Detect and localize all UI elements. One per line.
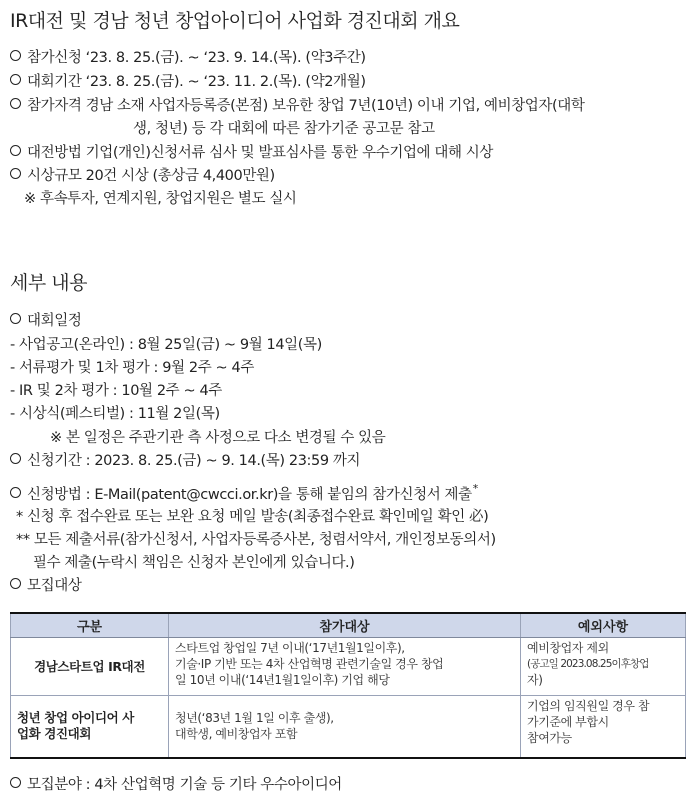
circle-bullet-icon bbox=[10, 98, 21, 109]
schedule-item: - 서류평가 및 1차 평가 : 9월 2주 ~ 4주 bbox=[10, 360, 254, 376]
row-exception: 예비창업자 제외 (공고일 2023.08.25이후창업 자) bbox=[521, 638, 686, 696]
row-category: 청년 창업 아이디어 사 업화 경진대회 bbox=[11, 696, 169, 758]
method-note-2-continuation: 필수 제출(누락시 책임은 신청자 본인에게 있습니다.) bbox=[33, 555, 355, 571]
application-period: 신청기간 : 2023. 8. 25.(금) ~ 9. 14.(목) 23:59 까지 bbox=[10, 449, 360, 470]
overview-item-period: 대회기간 ‘23. 8. 25.(금). ~ ‘23. 11. 2.(목). (약2개월) bbox=[10, 70, 366, 91]
schedule-item: - IR 및 2차 평가 : 10월 2주 ~ 4주 bbox=[10, 383, 222, 399]
overview-note: ※ 후속투자, 연계지원, 창업지원은 별도 실시 bbox=[24, 191, 297, 207]
row-target: 청년(‘83년 1월 1일 이후 출생), 대학생, 예비창업자 포함 bbox=[169, 696, 521, 758]
table-header-row bbox=[11, 613, 686, 638]
overview-item-eligibility: 참가자격 경남 소재 사업자등록증(본점) 보유한 창업 7년(10년) 이내 기업, 예비창업자(대학 bbox=[10, 94, 585, 115]
overview-item-application: 참가신청 ‘23. 8. 25.(금). ~ ‘23. 9. 14.(목). (약3주간) bbox=[10, 46, 366, 67]
overview-eligibility-continuation: 생, 청년) 등 각 대회에 따른 참가기준 공고문 참고 bbox=[133, 121, 435, 137]
circle-bullet-icon bbox=[10, 777, 21, 788]
recruit-field: 모집분야 : 4차 산업혁명 기술 등 기타 우수아이디어 bbox=[10, 773, 342, 794]
schedule-item: - 사업공고(온라인) : 8월 25일(금) ~ 9월 14일(목) bbox=[10, 337, 322, 353]
circle-bullet-icon bbox=[10, 578, 21, 589]
table-row bbox=[11, 696, 686, 758]
schedule-note: ※ 본 일정은 주관기관 측 사정으로 다소 변경될 수 있음 bbox=[50, 430, 386, 446]
recruit-heading: 모집대상 bbox=[10, 574, 81, 595]
circle-bullet-icon bbox=[10, 168, 21, 179]
overview-title: IR대전 및 경남 청년 창업아이디어 사업화 경진대회 개요 bbox=[10, 10, 460, 32]
row-target: 스타트업 창업일 7년 이내(‘17년1월1일이후), 기술·IP 기반 또는 4차 산업혁명 관련기술일 경우 창업 일 10년 이내(‘14년1월1일이후) 기업 해당 bbox=[169, 638, 521, 696]
circle-bullet-icon bbox=[10, 74, 21, 85]
circle-bullet-icon bbox=[10, 487, 21, 498]
circle-bullet-icon bbox=[10, 453, 21, 464]
method-note-1: * 신청 후 접수완료 또는 보완 요청 메일 발송(최종접수완료 확인메일 확인 必) bbox=[16, 509, 489, 525]
overview-item-prize: 시상규모 20건 시상 (총상금 4,400만원) bbox=[10, 164, 275, 185]
overview-item-method: 대전방법 기업(개인)신청서류 심사 및 발표심사를 통한 우수기업에 대해 시상 bbox=[10, 141, 493, 162]
row-exception: 기업의 임직원일 경우 참 가기준에 부합시 참여가능 bbox=[521, 696, 686, 758]
method-note-2: ** 모든 제출서류(참가신청서, 사업자등록증사본, 청렴서약서, 개인정보동의서) bbox=[16, 532, 496, 548]
table-header-category: 구분 bbox=[11, 613, 169, 638]
table-row bbox=[11, 638, 686, 696]
circle-bullet-icon bbox=[10, 50, 21, 61]
circle-bullet-icon bbox=[10, 313, 21, 324]
row-category: 경남스타트업 IR대전 bbox=[11, 638, 169, 696]
asterisk-mark: * bbox=[472, 482, 478, 495]
schedule-item: - 시상식(페스티벌) : 11월 2일(목) bbox=[10, 406, 220, 422]
schedule-heading: 대회일정 bbox=[10, 309, 81, 330]
table-header-exception: 예외사항 bbox=[521, 613, 686, 638]
details-title: 세부 내용 bbox=[10, 272, 87, 294]
table-header-target: 참가대상 bbox=[169, 613, 521, 638]
recruit-target-table bbox=[10, 612, 686, 759]
application-method: 신청방법 : E-Mail(patent@cwcci.or.kr)을 통해 붙임의 참가신청서 제출* bbox=[10, 482, 478, 504]
circle-bullet-icon bbox=[10, 145, 21, 156]
